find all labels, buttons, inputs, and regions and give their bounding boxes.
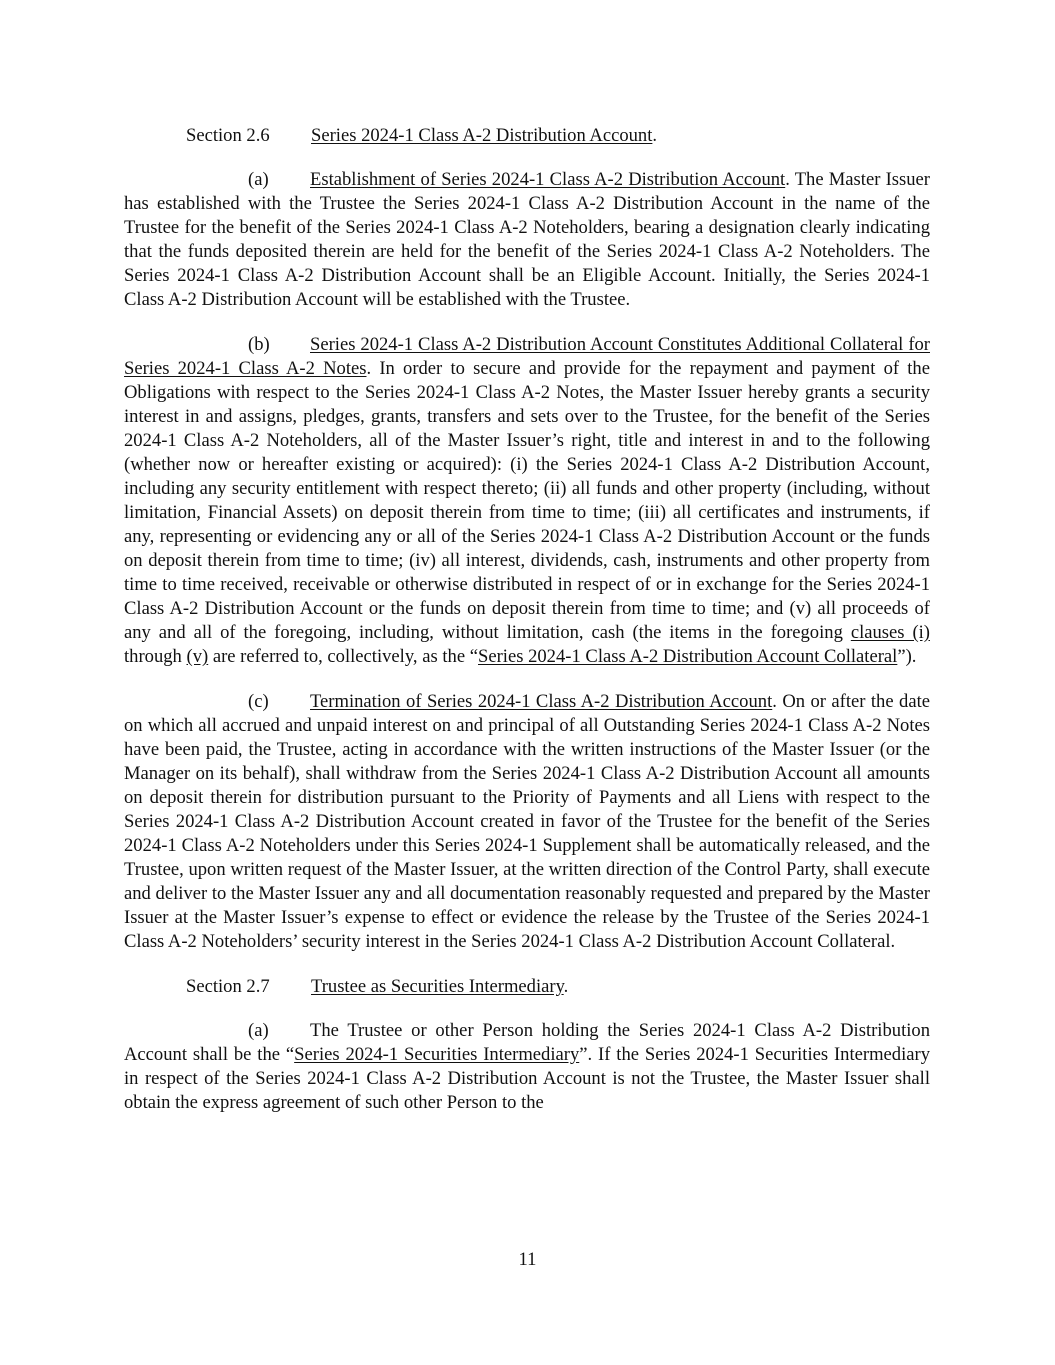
paragraph-label: (c) — [248, 691, 269, 712]
paragraph-text: The Trustee or other Person holding the Series 2024-1 Class A-2 Distribution Account shall be the “ — [124, 1020, 930, 1065]
section-2-7-heading — [124, 975, 930, 999]
paragraph-heading: Termination of Series 2024-1 Class A-2 Distribution Account — [310, 691, 773, 712]
page-number: 11 — [518, 1249, 537, 1270]
defined-term: Series 2024-1 Securities Intermediary — [294, 1044, 580, 1065]
section-2-6-paragraph-a — [124, 168, 930, 312]
paragraph-text: . In order to secure and provide for the repayment and payment of the Obligations with respect to the Series 2024-1 Class A-2 Notes, the Master Issuer hereby grants a security interest in and assigns, pledges, grants, transfers and sets over to the Trustee, for the benefit of the Series 2024-1 Class A-2 Noteholders, all of the Master Issuer’s right, title and interest in and to the following (whether now or hereafter existing or acquired): (i) the Series 2024-1 Class A-2 Distribution Account, including any security entitlement with respect thereto; (ii) all funds and other property (including, without limitation, Financial Assets) on deposit therein from time to time; (iii) all certificates and instruments, if any, representing or evidencing any or all of the Series 2024-1 Class A-2 Distribution Account or the funds on deposit therein from time to time; (iv) all interest, dividends, cash, instruments and other property from time to time received, receivable or otherwise distributed in respect of or in exchange for the Series 2024-1 Class A-2 Distribution Account or the funds on deposit therein from time to time; and (v) all proceeds of any and all of the foregoing, including, without limitation, cash (the items in the foregoing — [124, 358, 930, 643]
section-number: Section 2.6 — [186, 125, 270, 146]
clause-reference: clauses (i) — [850, 622, 930, 643]
section-title-punct: . — [652, 125, 658, 146]
paragraph-text: through — [124, 646, 187, 667]
paragraph-heading: Series 2024-1 Class A-2 Distribution Account Constitutes Additional Collateral for Series 2024-1 Class A-2 Notes — [124, 334, 930, 379]
paragraph-text: ”. If the Series 2024-1 Securities Intermediary in respect of the Series 2024-1 Class A-2 Distribution Account is not the Trustee, the Master Issuer shall obtain the express agreement of such other Person to the — [124, 1044, 930, 1113]
section-title: Trustee as Securities Intermediary — [311, 976, 564, 997]
defined-term: Series 2024-1 Class A-2 Distribution Account Collateral — [478, 646, 898, 667]
paragraph-heading: Establishment of Series 2024-1 Class A-2 Distribution Account — [310, 169, 786, 190]
section-title: Series 2024-1 Class A-2 Distribution Account — [311, 125, 653, 146]
paragraph-text: ”). — [897, 646, 917, 667]
paragraph-text: are referred to, collectively, as the “ — [208, 646, 478, 667]
section-number: Section 2.7 — [186, 976, 270, 997]
clause-reference: (v) — [186, 646, 209, 667]
paragraph-text: . The Master Issuer has established with the Trustee the Series 2024-1 Class A-2 Distribution Account in the name of the Trustee for the benefit of the Series 2024-1 Class A-2 Noteholders, bearing a designation clearly indicating that the funds deposited therein are held for the benefit of the Series 2024-1 Class A-2 Noteholders. The Series 2024-1 Class A-2 Distribution Account shall be an Eligible Account. Initially, the Series 2024-1 Class A-2 Distribution Account will be established with the Trustee. — [124, 169, 930, 310]
section-2-6-paragraph-c — [124, 690, 930, 954]
paragraph-label: (b) — [248, 334, 270, 355]
section-2-6-heading — [124, 124, 930, 148]
section-title-punct: . — [563, 976, 569, 997]
paragraph-label: (a) — [248, 1020, 269, 1041]
section-2-6-paragraph-b — [124, 333, 930, 669]
paragraph-text: . On or after the date on which all accrued and unpaid interest on and principal of all Outstanding Series 2024-1 Class A-2 Notes have been paid, the Trustee, acting in accordance with the written instructions of the Master Issuer (or the Manager on its behalf), shall withdraw from the Series 2024-1 Class A-2 Distribution Account all amounts on deposit therein for distribution pursuant to the Priority of Payments and all Liens with respect to the Series 2024-1 Class A-2 Distribution Account created in favor of the Trustee for the benefit of the Series 2024-1 Class A-2 Noteholders under this Series 2024-1 Supplement shall be automatically released, and the Trustee, upon written request of the Master Issuer, at the written direction of the Control Party, shall execute and deliver to the Master Issuer any and all documentation reasonably requested and prepared by the Master Issuer at the Master Issuer’s expense to effect or evidence the release by the Trustee of the Series 2024-1 Class A-2 Noteholders’ security interest in the Series 2024-1 Class A-2 Distribution Account Collateral. — [124, 691, 930, 952]
section-2-7-paragraph-a — [124, 1019, 930, 1115]
page-body — [124, 124, 930, 1136]
paragraph-label: (a) — [248, 169, 269, 190]
